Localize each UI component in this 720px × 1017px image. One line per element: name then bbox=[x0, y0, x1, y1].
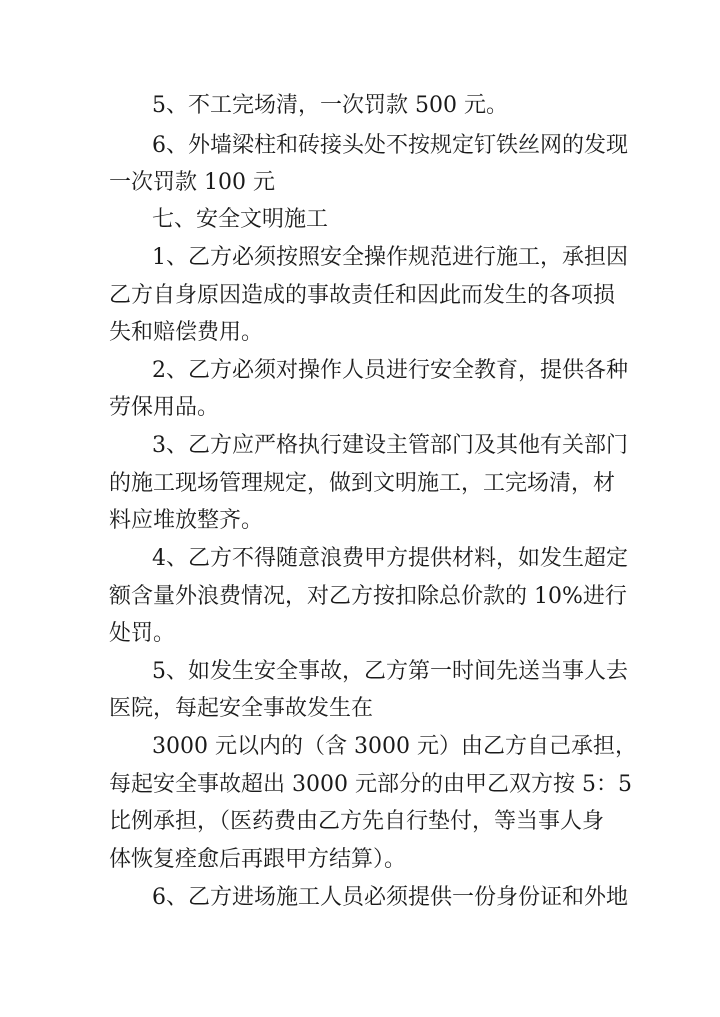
text-line: 5、如发生安全事故，乙方第一时间先送当事人去 bbox=[152, 659, 628, 684]
text-line: 3、乙方应严格执行建设主管部门及其他有关部门 bbox=[152, 433, 628, 458]
text-line: 比例承担，（医药费由乙方先自行垫付，等当事人身 bbox=[109, 809, 605, 834]
text-line: 4、乙方不得随意浪费甲方提供材料，如发生超定 bbox=[152, 546, 628, 571]
text-line: 医院，每起安全事故发生在 bbox=[109, 696, 374, 721]
text-line: 6、外墙梁柱和砖接头处不按规定钉铁丝网的发现 bbox=[152, 133, 628, 158]
text-line: 2、乙方必须对操作人员进行安全教育，提供各种 bbox=[152, 358, 628, 383]
text-line: 料应堆放整齐。 bbox=[109, 508, 264, 533]
text-line: 乙方自身原因造成的事故责任和因此而发生的各项损 bbox=[109, 283, 616, 308]
text-line: 每起安全事故超出 3000 元部分的由甲乙双方按 5：5 bbox=[109, 772, 632, 797]
section-heading: 七、安全文明施工 bbox=[152, 207, 329, 232]
text-line: 劳保用品。 bbox=[109, 395, 220, 420]
text-line: 3000 元以内的（含 3000 元）由乙方自己承担， bbox=[152, 734, 637, 759]
text-line: 6、乙方进场施工人员必须提供一份身份证和外地 bbox=[152, 885, 628, 910]
text-line: 一次罚款 100 元 bbox=[109, 170, 275, 195]
text-line: 的施工现场管理规定，做到文明施工，工完场清，材 bbox=[109, 471, 616, 496]
text-line: 5、不工完场清，一次罚款 500 元。 bbox=[152, 93, 508, 118]
text-line: 体恢复痊愈后再跟甲方结算）。 bbox=[109, 847, 407, 872]
text-line: 失和赔偿费用。 bbox=[109, 320, 264, 345]
text-line: 额含量外浪费情况，对乙方按扣除总价款的 10%进行 bbox=[109, 584, 627, 609]
text-line: 1、乙方必须按照安全操作规范进行施工，承担因 bbox=[152, 245, 628, 270]
text-line: 处罚。 bbox=[109, 621, 176, 646]
